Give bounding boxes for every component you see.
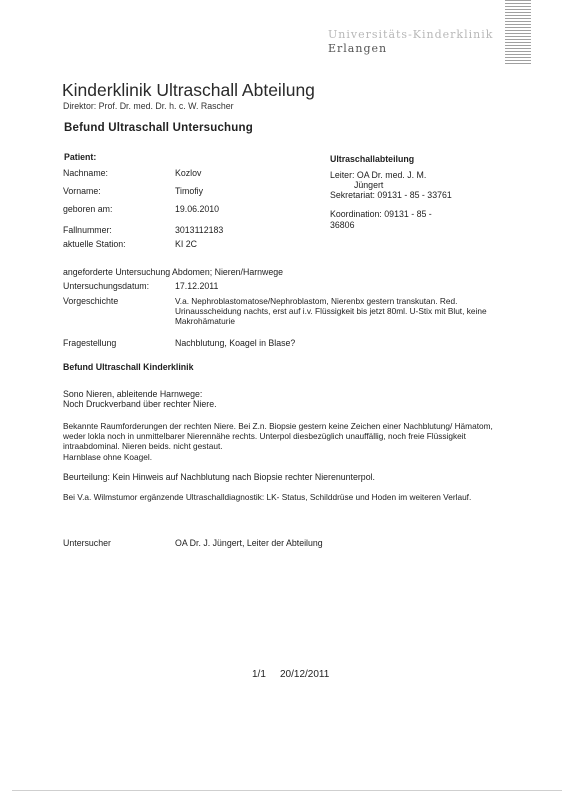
exam-date-label: Untersuchungsdatum: — [63, 281, 150, 291]
findings-body-4: Harnblase ohne Koagel. — [63, 452, 153, 462]
history-label: Vorgeschichte — [63, 296, 119, 306]
findings-body-3: intraabdominal. Nieren beids. nicht gestaut. — [63, 441, 223, 451]
history-line-1: V.a. Nephroblastomatose/Nephroblastom, Nierenbx gestern transkutan. Red. — [175, 296, 458, 306]
findings-body-2: weder lokla noch in unmittelbarer Nierennähe rechts. Unterpol diesbezüglich unauffällig, noch freie Flüssigkeit — [63, 431, 466, 441]
patient-heading: Patient: — [64, 152, 97, 162]
exam-date-value: 17.12.2011 — [175, 281, 219, 291]
department-head: Leiter: OA Dr. med. J. M. — [330, 170, 427, 180]
history-line-2: Urinausscheidung nachts, erst auf i.v. Flüssigkeit bis jetzt 80ml. U-Stix mit Blut, keine — [175, 306, 487, 316]
patient-label-lastname: Nachname: — [63, 168, 108, 178]
coordination-phone-cont: 36806 — [330, 220, 355, 230]
patient-label-firstname: Vorname: — [63, 186, 101, 196]
examiner-name: OA Dr. J. Jüngert, Leiter der Abteilung — [175, 538, 323, 548]
findings-intro-2: Noch Druckverband über rechter Niere. — [63, 399, 217, 409]
print-date: 20/12/2011 — [280, 669, 330, 680]
patient-value-firstname: Timofiy — [175, 186, 204, 196]
university-stamp: Universitäts-Kinderklinik — [328, 28, 494, 41]
scan-marks — [505, 0, 531, 64]
patient-label-birthdate: geboren am: — [63, 204, 113, 214]
assessment: Beurteilung: Kein Hinweis auf Nachblutung nach Biopsie rechter Nierenunterpol. — [63, 472, 375, 482]
findings-body-1: Bekannte Raumforderungen der rechten Niere. Bei Z.n. Biopsie gestern keine Zeichen einer Nachblutung/ Hämatom, — [63, 421, 493, 431]
scan-edge-line — [12, 790, 562, 791]
question-label: Fragestellung — [63, 338, 117, 348]
findings-heading: Befund Ultraschall Kinderklinik — [63, 362, 194, 372]
history-line-3: Makrohämaturie — [175, 316, 235, 326]
question-value: Nachblutung, Koagel in Blase? — [175, 338, 296, 348]
examiner-label: Untersucher — [63, 538, 111, 548]
page-number: 1/1 — [252, 669, 266, 680]
patient-label-station: aktuelle Station: — [63, 239, 126, 249]
findings-intro-1: Sono Nieren, ableitende Harnwege: — [63, 389, 203, 399]
department-heading: Ultraschallabteilung — [330, 154, 415, 164]
patient-value-station: KI 2C — [175, 239, 198, 249]
clinic-title: Kinderklinik Ultraschall Abteilung — [62, 80, 315, 100]
secretariat-phone: Sekretariat: 09131 - 85 - 33761 — [330, 190, 452, 200]
recommendation: Bei V.a. Wilmstumor ergänzende Ultraschalldiagnostik: LK- Status, Schilddrüse und Hoden im weiteren Verlauf. — [63, 492, 472, 502]
patient-value-birthdate: 19.06.2010 — [175, 204, 220, 214]
department-head-name: Jüngert — [354, 180, 384, 190]
report-heading: Befund Ultraschall Untersuchung — [64, 122, 253, 134]
city-stamp: Erlangen — [328, 42, 388, 55]
patient-value-casenumber: 3013112183 — [175, 225, 224, 235]
director-line: Direktor: Prof. Dr. med. Dr. h. c. W. Rascher — [63, 101, 234, 111]
requested-exam: angeforderte Untersuchung Abdomen; Nieren/Harnwege — [63, 267, 284, 277]
patient-value-lastname: Kozlov — [175, 168, 202, 178]
patient-label-casenumber: Fallnummer: — [63, 225, 112, 235]
coordination-phone: Koordination: 09131 - 85 - — [330, 209, 432, 219]
